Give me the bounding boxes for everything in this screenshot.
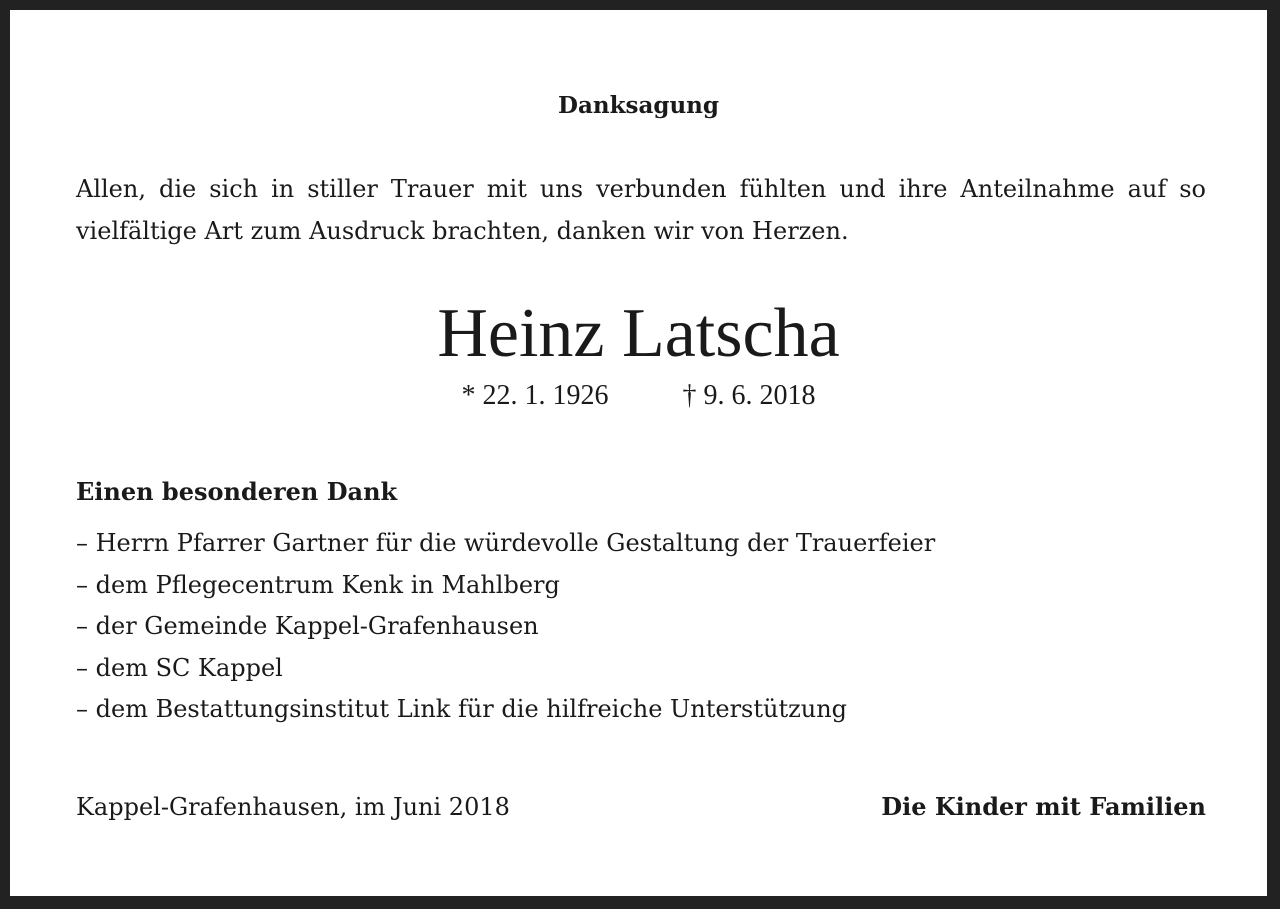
life-dates xyxy=(10,380,1267,412)
thanks-list xyxy=(76,523,935,731)
list-item: – Herrn Pfarrer Gartner für die würdevolle Gestaltung der Trauerfeier xyxy=(76,529,936,557)
birth-date: * 22. 1. 1926 xyxy=(461,380,609,411)
place-date: Kappel-Grafenhausen, im Juni 2018 xyxy=(76,793,510,821)
deceased-name: Heinz Latscha xyxy=(437,295,840,372)
intro-text: Allen, die sich in stiller Trauer mit uns verbunden fühlten und ihre Anteilnahme auf so vielfältige Art zum Ausdruck brachten, danken wir von Herzen. xyxy=(76,175,1206,245)
list-item: – dem SC Kappel xyxy=(76,653,283,682)
heading: Danksagung xyxy=(558,92,719,119)
list-item: – dem Bestattungsinstitut Link für die hilfreiche Unterstützung xyxy=(76,695,848,723)
list-item: – dem Pflegecentrum Kenk in Mahlberg xyxy=(76,570,560,599)
list-item: – der Gemeinde Kappel-Grafenhausen xyxy=(76,612,539,640)
signature: Die Kinder mit Familien xyxy=(881,792,1206,821)
thanks-title: Einen besonderen Dank xyxy=(76,477,398,506)
obituary-card xyxy=(10,10,1267,896)
death-date: † 9. 6. 2018 xyxy=(682,380,816,411)
